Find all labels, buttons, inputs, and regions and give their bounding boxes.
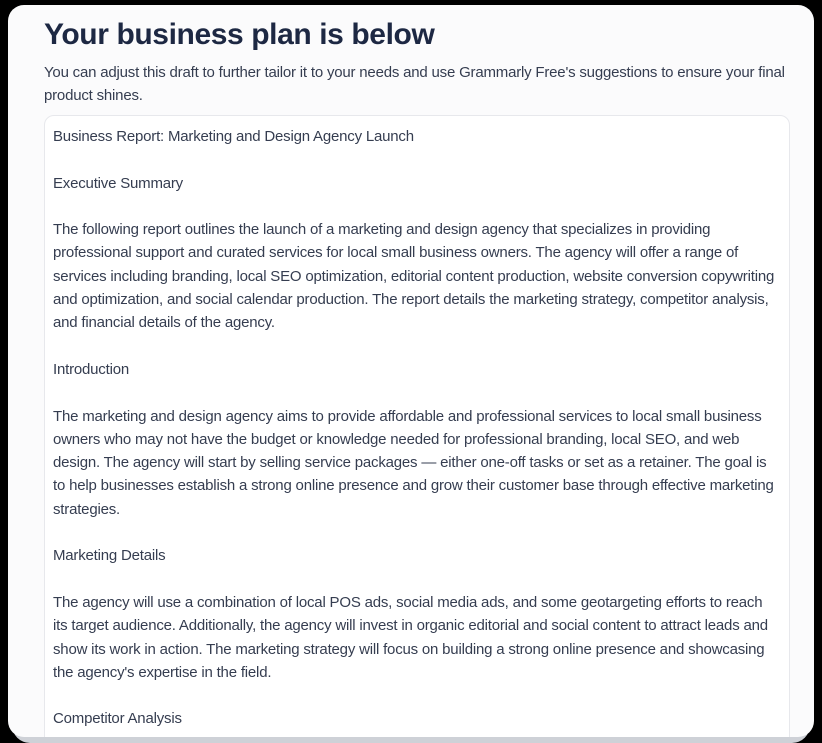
report-paragraph: Competitor Analysis <box>53 710 182 728</box>
page-title: Your business plan is below <box>44 18 435 51</box>
business-plan-card <box>8 5 814 737</box>
report-paragraph: The agency will use a combination of local POS ads, social media ads, and some geotargeting efforts to reach its target audience. Additionally, the agency will invest in organic editorial and social content to attract leads and show its work in action. The marketing strategy will focus on building a strong online presence and showcasing the agency's expertise in the field. <box>53 593 768 681</box>
report-paragraph: The marketing and design agency aims to provide affordable and professional services to local small business owners who may not have the budget or knowledge needed for professional branding, local SEO, and web design. The agency will start by selling service packages — either one-off tasks or set as a retainer. The goal is to help businesses establish a strong online presence and grow their customer base through effective marketing strategies. <box>53 407 774 518</box>
report-paragraph: Marketing Details <box>53 547 166 565</box>
business-plan-editor[interactable] <box>44 115 790 737</box>
report-paragraph: Business Report: Marketing and Design Agency Launch <box>53 128 414 145</box>
report-paragraph: Executive Summary <box>53 174 183 192</box>
page-subtitle: You can adjust this draft to further tailor it to your needs and use Grammarly Free's suggestions to ensure your final product shines. <box>44 64 785 104</box>
report-paragraph: The following report outlines the launch of a marketing and design agency that specializes in providing professional support and curated services for local small business owners. The agency will offer a range of services including branding, local SEO optimization, editorial content production, website conversion copywriting and optimization, and social calendar production. The report details the marketing strategy, competitor analysis, and financial details of the agency. <box>53 221 775 332</box>
report-paragraph: Introduction <box>53 360 129 378</box>
